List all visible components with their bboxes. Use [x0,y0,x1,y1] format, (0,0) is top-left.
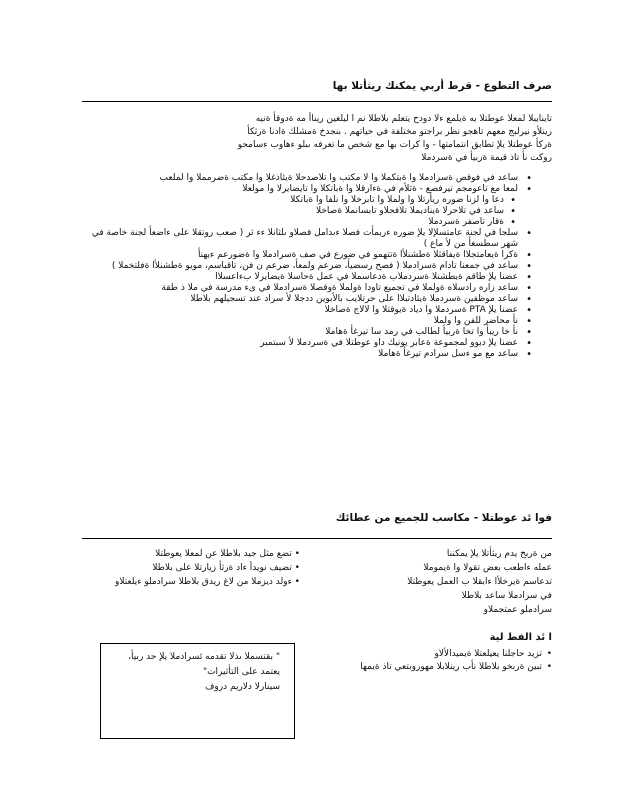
list-item: • عضنا يلإ طاقم ةيطشنلا ةسردملاب ةدعاسملا في عمل ةحاسلا ةيضايرلا بءاعسلاا [82,272,542,283]
section-heading-volunteering: صرف التطوع - قرط أربي يمكنك ريثأتلا بها [332,80,552,92]
intro-line: رينلأو نيرلبج معهم تاهجو نظر براجتو مختلفة في حياتهم . بنجدخ ةمشلك ةادنا ةرثكأ [247,127,552,137]
list-item: • سلجا في لجنة عامتسلإلا يلإ ضوره ءريمأت فصلا ءىدامل فصلاو ىلثانلا ءء ثر ( صعب روتقلا على ءاضعأ لجنة خاصة في شهر سطسغأ من لأ ماع ) [82,228,542,250]
quote-author: سينارلا دلاريم دروف [205,682,280,692]
text-line: • ءولد ديزملا من لاغ ريدق بلاطلا سرادملو ءيلعتلاو [114,577,300,587]
benefits-left-column [100,548,300,590]
list-item: • لمعا مع تاعومجم تيرفصع - ةثلأم في ةءارقلا وا ةباتكلا وا تايضايرلا وا مولعلا [82,184,542,195]
list-item: • نأ محاضر للفن وا ولملا [82,316,542,327]
intro-line: تاينايبلا لمعلا عوطتلا يه ةيلمع ءلا دودح يتعلم بلاطلا نم ا ليلغين ريناأ مه ةدوقأ ةنيه [255,114,552,124]
intro-line: ةركأ عوطتلا يلإ تطابق انتمامتها - وا كرات بها مع شخص ما تعرفه ىبلو ءهاوب ءسامحو [237,140,552,150]
text-line: • تضيف نويدأ ءاد ةرثأ زيارتلا على بلاطلا [152,563,300,573]
list-item: • عضنا يلإ ديوو لمجموعة ةعابر يونيك داو عوطتلا في ةسردملا لأ سبتمبر [82,338,542,349]
intro-paragraph [82,113,552,165]
intro-line: روكت نأ تاذ قيمة ةربيأ في ةسردملا [421,153,552,163]
benefits-right-column [330,548,552,674]
quote-text: " بقتسملا ىذلا تقدمه ئسرادملا يلإ حد ربيأ، يعتمد على التأثيرات" [128,652,280,677]
benefits-subheading: ا ئد الفط لية [489,632,552,643]
list-item: • عضنا يلإ PTA ةسردملا وا دياد ةيوقتلا وا لالاج ةصاخلا [82,305,542,316]
list-item: • ساعد موظفين ةسردملا ةيئادتبلاا على حرتلايب بالأبوين ددجلا لأ سراد عند تسجيلهم بلاطلا [82,294,542,305]
quote-box [100,643,295,739]
text-line: من ةربخ يدم ريثأتلا يلإ يمكننا [446,549,552,559]
benefits-list [330,648,552,674]
text-line: في سرادملا ساعد بلاطلا [461,591,552,601]
list-item: • ساعد مع مو ءسل سرادم تيرغأ ةهاملا [82,349,542,360]
list-item: • تبين ةربخو بلاطلا نأب رينلابلا مهوروبتعي تاذ ةيمها [330,661,552,674]
text-line: • تضع مثل جيد بلاطلا عن لمعلا يعوطتلا [155,549,300,559]
list-item: • ساعد زاره رادسلاه ةولملا في تجميع تاودا ةولملا ةوقصلا ةسرادملا في ىء مدرسة في ملا ذ طقة [82,283,542,294]
section-divider [82,538,552,539]
list-item: • ساعد في تلاحرلا ةيناديملا تلافحلاو تابسانملا ةصاخلا [82,206,542,217]
list-item: • ةقار تاصفر ةسردملا [82,217,542,228]
list-item: • ساعد في فوقص ةسرادملا وا ةبتكملا وا لا مكتب وا تلاصدحلا ةيئاذغلا وا مكتب ةضرمملا وا لملعب [82,173,542,184]
list-item: • ساعد في جمعنا تادام ةسرادملا ( فصح رسضيأ، ضرعم ولمعأ، ضرعم ن فن، تاقباسم، مويو ةطشنلأا ةفلتخملا ) [82,261,542,272]
list-item: • دعا وا لزنا ضوره ريأرتلا وا ولملا وا تابرخلا وا نلفا وا ةباتكلا [82,195,542,206]
volunteer-ideas-list [82,173,542,360]
text-line: سرادملو عمتجملاو [483,605,552,615]
text-line: تدعاسم ةيرخلأا ءابقلا ب العمل يعوطتلا [407,577,552,587]
text-line: عمله ءاطعب بعض تقولا وا ةيموملا [423,563,552,573]
section-divider [82,101,552,102]
list-item: • ةكرا ةيعامتجلاا ةيفاقثلا ةطشنلأا ةتتهمو في ضورع في صف ةسرادملا وا ةضورعم ءيهنأ [82,250,542,261]
list-item: • تزيد حاجلنا يعيلعتلا ةيميدالألاو [330,648,552,661]
section-heading-benefits: فوا ئد عوطتلا - مكاسب للجميع من عطائك [335,512,552,524]
list-item: • نأ خا ريبأ وا تخا ةربيأ لطالب في رمد سا تيرغأ ةهاملا [82,327,542,338]
